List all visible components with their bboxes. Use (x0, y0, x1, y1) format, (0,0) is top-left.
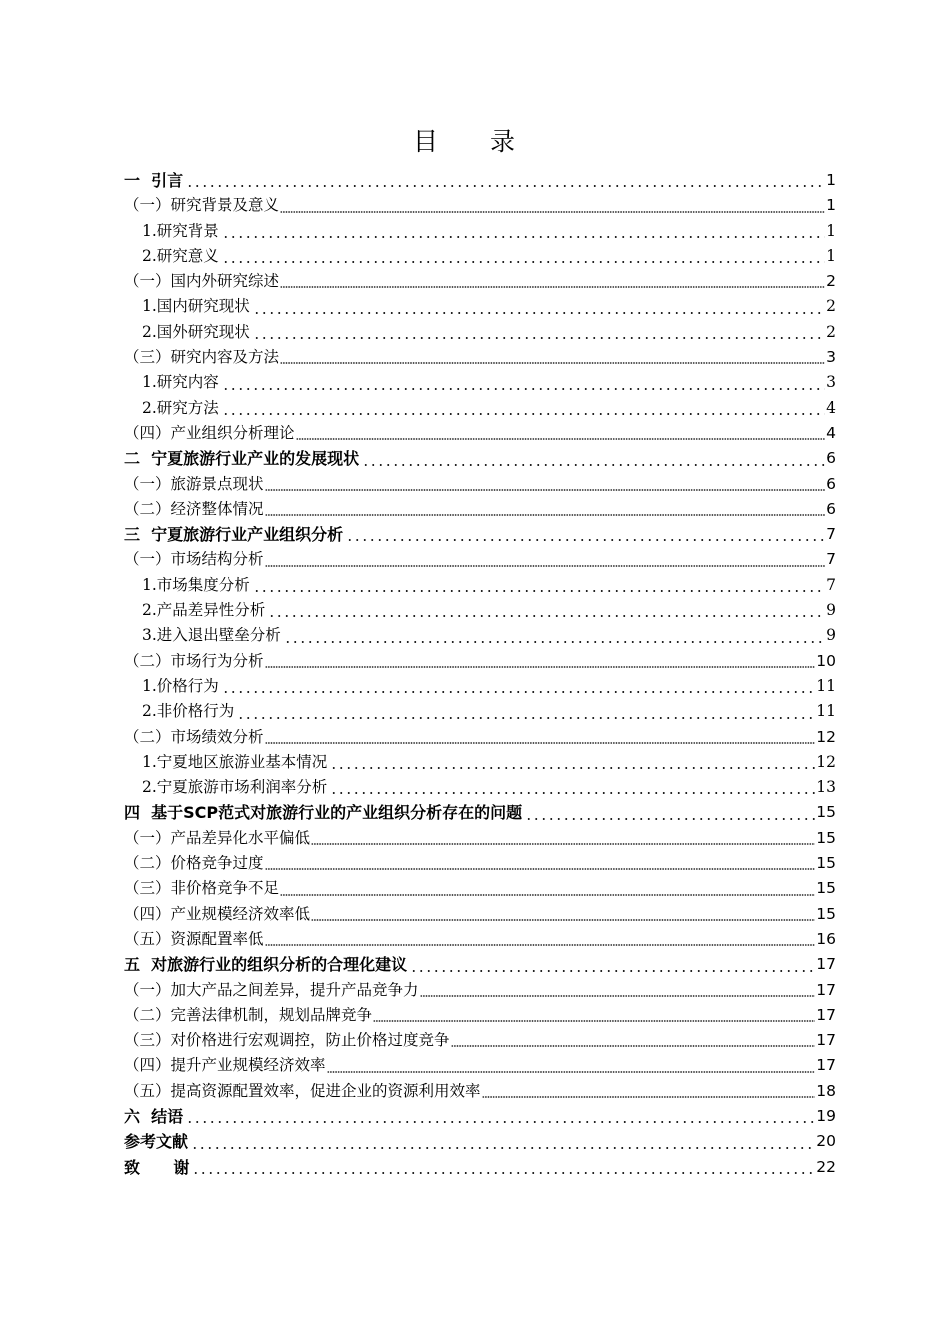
toc-entry-text: 致 谢 (124, 1157, 190, 1177)
toc-entry[interactable] (124, 547, 836, 572)
toc-entry[interactable] (124, 623, 836, 648)
toc-page-number: 7 (826, 575, 836, 594)
toc-entry-text: （二）市场绩效分析 (124, 727, 264, 746)
toc-leader-dots (220, 413, 825, 415)
toc-entry[interactable] (124, 927, 836, 952)
toc-leader-dots (420, 995, 816, 997)
toc-leader-dots (251, 337, 825, 339)
toc-leader-dots (280, 286, 825, 288)
toc-entry[interactable] (124, 775, 836, 800)
toc-leader-dots (344, 539, 825, 541)
toc-page-number: 22 (816, 1157, 836, 1176)
toc-leader-dots (251, 312, 825, 314)
toc-leader-dots (280, 362, 825, 364)
toc-leader-dots (189, 1147, 815, 1149)
toc-leader-dots (328, 792, 815, 794)
toc-entry-text: （三）对价格进行宏观调控，防止价格过度竞争 (124, 1031, 450, 1050)
toc-entry[interactable] (124, 1053, 836, 1078)
toc-entry[interactable] (124, 978, 836, 1003)
toc-leader-dots (235, 717, 815, 719)
toc-entry[interactable] (124, 649, 836, 674)
toc-page-number: 17 (816, 980, 836, 999)
toc-page-number: 4 (826, 423, 836, 442)
toc-entry-text: 1.市场集度分析 (142, 575, 250, 594)
toc-entry-text: 一 引言 (124, 171, 184, 190)
toc-entry[interactable] (124, 193, 836, 218)
toc-entry[interactable] (124, 320, 836, 345)
toc-entry-text: （四）产业规模经济效率低 (124, 904, 311, 923)
toc-entry[interactable] (124, 674, 836, 699)
toc-leader-dots (523, 818, 815, 820)
toc-entry-text: 2.研究意义 (142, 246, 219, 265)
toc-page-number: 6 (826, 449, 836, 468)
toc-entry-text: （二）价格竞争过度 (124, 854, 264, 873)
toc-leader-dots (328, 767, 815, 769)
toc-entry-text: 五 对旅游行业的组织分析的合理化建议 (124, 955, 408, 975)
toc-entry[interactable] (124, 1129, 836, 1154)
toc-entry[interactable] (124, 421, 836, 446)
toc-page-number: 9 (826, 626, 836, 645)
toc-page-number: 6 (826, 499, 836, 518)
toc-entry-text: （二）市场行为分析 (124, 651, 264, 670)
toc-entry[interactable] (124, 345, 836, 370)
toc-entry[interactable] (124, 472, 836, 497)
toc-entry[interactable] (124, 1079, 836, 1104)
toc-leader-dots (220, 236, 825, 238)
toc-page-number: 18 (816, 1081, 836, 1100)
toc-entry[interactable] (124, 952, 836, 977)
toc-entry[interactable] (124, 1003, 836, 1028)
toc-entry-text: （三）非价格竞争不足 (124, 879, 280, 898)
toc-leader-dots (327, 1071, 816, 1073)
toc-page-number: 1 (826, 196, 836, 215)
toc-entry[interactable] (124, 800, 836, 825)
toc-entry-text: 1.国内研究现状 (142, 297, 250, 316)
toc-entry-text: （一）加大产品之间差异，提升产品竞争力 (124, 980, 419, 999)
toc-page-number: 16 (816, 929, 836, 948)
toc-entry-text: （一）旅游景点现状 (124, 474, 264, 493)
toc-entry[interactable] (124, 876, 836, 901)
toc-page-number: 15 (816, 879, 836, 898)
toc-page-number: 3 (826, 373, 836, 392)
toc-leader-dots (360, 464, 825, 466)
toc-leader-dots (266, 615, 825, 617)
toc-entry[interactable] (124, 826, 836, 851)
toc-entry[interactable] (124, 851, 836, 876)
toc-entry[interactable] (124, 1155, 836, 1180)
toc-leader-dots (220, 691, 815, 693)
toc-entry[interactable] (124, 522, 836, 547)
toc-page-number: 11 (816, 702, 836, 721)
toc-entry-text: （二）经济整体情况 (124, 499, 264, 518)
toc-page-number: 4 (826, 398, 836, 417)
toc-entry[interactable] (124, 269, 836, 294)
toc-leader-dots (282, 641, 825, 643)
toc-entry[interactable] (124, 598, 836, 623)
toc-entry-text: （四）产业组织分析理论 (124, 423, 295, 442)
toc-leader-dots (296, 438, 826, 440)
toc-entry[interactable] (124, 168, 836, 193)
toc-page-number: 15 (816, 803, 836, 822)
toc-page-number: 7 (826, 525, 836, 544)
toc-entry[interactable] (124, 1104, 836, 1129)
toc-leader-dots (265, 868, 816, 870)
toc-entry-text: 2.非价格行为 (142, 702, 235, 721)
toc-leader-dots (451, 1045, 816, 1047)
toc-leader-dots (251, 590, 825, 592)
toc-page-number: 2 (826, 272, 836, 291)
toc-page-number: 17 (816, 1031, 836, 1050)
toc-page-number: 13 (816, 778, 836, 797)
toc-entry-text: 二 宁夏旅游行业产业的发展现状 (124, 449, 360, 469)
toc-entry-text: （三）研究内容及方法 (124, 348, 280, 367)
toc-leader-dots (280, 894, 815, 896)
toc-entry-text: （一）研究背景及意义 (124, 196, 280, 215)
toc-page-number: 9 (826, 601, 836, 620)
toc-page-number: 11 (816, 676, 836, 695)
toc-entry[interactable] (124, 902, 836, 927)
toc-entry[interactable] (124, 446, 836, 471)
toc-leader-dots (311, 919, 815, 921)
toc-entry-text: 1.研究内容 (142, 373, 219, 392)
toc-page-number: 6 (826, 474, 836, 493)
toc-entry-text: （四）提升产业规模经济效率 (124, 1056, 326, 1075)
toc-leader-dots (373, 1020, 815, 1022)
toc-entry-text: （五）提高资源配置效率，促进企业的资源利用效率 (124, 1081, 481, 1100)
toc-leader-dots (190, 1172, 815, 1174)
toc-entry-text: 1.宁夏地区旅游业基本情况 (142, 752, 328, 771)
table-of-contents (124, 168, 836, 1180)
toc-leader-dots (184, 1121, 815, 1123)
toc-entry[interactable] (124, 725, 836, 750)
toc-entry-text: （一）市场结构分析 (124, 550, 264, 569)
toc-entry[interactable] (124, 699, 836, 724)
toc-leader-dots (220, 388, 825, 390)
toc-page-number: 15 (816, 854, 836, 873)
toc-entry[interactable] (124, 750, 836, 775)
toc-entry[interactable] (124, 244, 836, 269)
toc-page-number: 10 (816, 651, 836, 670)
toc-entry-text: 参考文献 (124, 1132, 189, 1152)
toc-entry[interactable] (124, 396, 836, 421)
toc-entry-text: 1.研究背景 (142, 221, 219, 240)
toc-entry[interactable] (124, 219, 836, 244)
toc-page-number: 20 (816, 1132, 836, 1151)
toc-entry[interactable] (124, 294, 836, 319)
toc-leader-dots (482, 1096, 816, 1098)
toc-leader-dots (265, 489, 826, 491)
toc-page-number: 17 (816, 955, 836, 974)
toc-entry-text: （一）产品差异化水平偏低 (124, 828, 311, 847)
toc-page-number: 1 (826, 246, 836, 265)
toc-entry-text: （五）资源配置率低 (124, 929, 264, 948)
toc-page-number: 15 (816, 904, 836, 923)
toc-entry[interactable] (124, 1028, 836, 1053)
toc-entry[interactable] (124, 370, 836, 395)
toc-page-number: 1 (826, 221, 836, 240)
toc-entry-text: 三 宁夏旅游行业产业组织分析 (124, 525, 344, 545)
toc-page-number: 17 (816, 1005, 836, 1024)
toc-entry-text: （二）完善法律机制，规划品牌竞争 (124, 1005, 373, 1024)
toc-entry-text: 1.价格行为 (142, 676, 219, 695)
toc-page-number: 2 (826, 297, 836, 316)
toc-leader-dots (408, 970, 815, 972)
toc-page-number: 12 (816, 752, 836, 771)
toc-entry-text: 2.国外研究现状 (142, 322, 250, 341)
toc-entry-text: 六 结语 (124, 1106, 184, 1126)
toc-entry-text: 四 基于SCP范式对旅游行业的产业组织分析存在的问题 (124, 803, 523, 823)
toc-leader-dots (311, 843, 815, 845)
toc-entry[interactable] (124, 573, 836, 598)
toc-page-number: 12 (816, 727, 836, 746)
toc-entry-text: 2.宁夏旅游市场利润率分析 (142, 778, 328, 797)
toc-entry-text: （一）国内外研究综述 (124, 272, 280, 291)
toc-entry-text: 2.研究方法 (142, 398, 219, 417)
toc-leader-dots (265, 514, 826, 516)
toc-entry-text: 3.进入退出壁垒分析 (142, 626, 281, 645)
toc-leader-dots (265, 565, 826, 567)
page-title: 目 录 (413, 127, 537, 156)
toc-page-number: 2 (826, 322, 836, 341)
toc-leader-dots (220, 261, 825, 263)
toc-leader-dots (265, 742, 816, 744)
toc-entry-text: 2.产品差异性分析 (142, 601, 266, 620)
toc-leader-dots (265, 666, 816, 668)
toc-page-number: 7 (826, 550, 836, 569)
toc-page-number: 1 (826, 171, 836, 189)
toc-page-number: 15 (816, 828, 836, 847)
toc-entry[interactable] (124, 497, 836, 522)
toc-page-number: 3 (826, 348, 836, 367)
toc-leader-dots (265, 944, 816, 946)
toc-leader-dots (280, 211, 825, 213)
toc-page-number: 17 (816, 1056, 836, 1075)
toc-page-number: 19 (816, 1106, 836, 1125)
toc-leader-dots (184, 185, 825, 187)
